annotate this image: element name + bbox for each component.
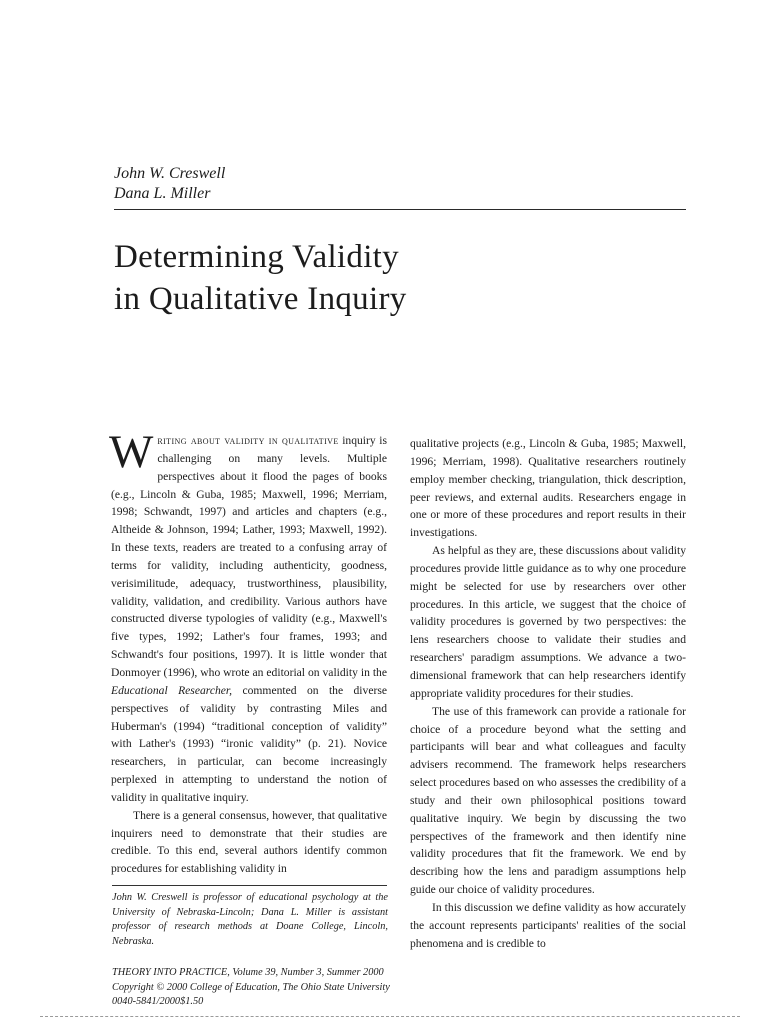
header-rule — [114, 209, 686, 210]
footnote-rule — [112, 885, 387, 886]
paragraph: There is a general consensus, however, that qualitative inquirers need to demonstrate that their studies are credible. To this end, several authors identify common procedures for establishing validity in — [111, 808, 387, 876]
scan-edge — [40, 1016, 740, 1017]
paragraph-text: inquiry is challenging on many levels. Multiple perspectives about it flood the pages of books (e.g., Lincoln & Guba, 1985; Maxwell, 1996; Merriam, 1998; Schwandt, 1997) and articles and chapters (e.g., Altheide & Johnson, 1994; Lather, 1993; Maxwell, 1992). In these texts, readers are treated to a confusing array of terms for validity, including authenticity, goodness, verisimilitude, adequacy, trustworthiness, plausibility, validity, validation, and credibility. Various authors have constructed diverse typologies of validity (e.g., Maxwell's five types, 1992; Lather's four frames, 1993; and Schwandt's four positions, 1997). It is little wonder that Donmoyer (1996), who wrote an editorial on validity in the — [111, 434, 387, 679]
drop-cap: W — [109, 426, 154, 478]
paragraph: In this discussion we define validity as how accurately the account represents participants' realities of the social phenomena and is credible to — [410, 900, 686, 950]
title-line: Determining Validity — [114, 239, 399, 275]
author-name: John W. Creswell — [114, 165, 226, 182]
issn-line: 0040-5841/2000$1.50 — [112, 996, 204, 1008]
author-note: John W. Creswell is professor of educational psychology at the University of Nebraska-Lincoln; Dana L. Miller is assistant professor of research methods at Doane College, Lincoln, Nebraska. — [112, 892, 388, 947]
paragraph-text: commented on the diverse perspectives of validity by contrasting Miles and Huberman's (1994) “traditional conception of validity” with Lather's (1993) “ironic validity” (p. 21). Novice researchers, in particular, can become increasingly perplexed in attempting to understand the notion of validity in qualitative inquiry. — [111, 683, 387, 804]
paragraph: qualitative projects (e.g., Lincoln & Guba, 1985; Maxwell, 1996; Merriam, 1998). Qualitative researchers routinely employ member checking, triangulation, thick description, peer reviews, and external audits. Researchers engage in one or more of these procedures and report results in their investigations. — [410, 437, 686, 540]
journal-citation: THEORY INTO PRACTICE, Volume 39, Number 3, Summer 2000 — [112, 967, 384, 978]
right-column — [410, 435, 686, 952]
title-line: in Qualitative Inquiry — [114, 281, 407, 317]
paragraph: The use of this framework can provide a rationale for choice of a procedure beyond what the setting and participants will bear and what colleagues and faculty advisers recommend. The framework helps researchers select procedures based on who assesses the credibility of a study and their own philosophical positions toward qualitative inquiry. We begin by discussing the two perspectives of the framework and then identify nine validity procedures that fit the framework. We end by describing how the lens and paradigm assumptions help guide our choice of validity procedures. — [410, 704, 686, 897]
article-title — [114, 236, 407, 320]
paragraph: As helpful as they are, these discussions about validity procedures provide little guidance as to why one procedure might be selected for use by researchers over other procedures. In this article, we suggest that the choice of validity procedures is governed by two perspectives: the lens researchers choose to validate their studies and researchers' paradigm assumptions. We advance a two-dimensional framework that can help researchers identify appropriate validity procedures for their studies. — [410, 544, 686, 700]
author-name: Dana L. Miller — [114, 185, 211, 202]
left-column — [109, 426, 387, 878]
lead-in: riting about validity in qualitative — [157, 434, 339, 447]
journal-title-ref: Educational Researcher, — [111, 683, 233, 697]
paragraph — [109, 426, 387, 807]
authors-block — [114, 164, 225, 204]
copyright-line: Copyright © 2000 College of Education, The Ohio State University — [112, 981, 390, 993]
journal-info — [112, 966, 390, 1010]
